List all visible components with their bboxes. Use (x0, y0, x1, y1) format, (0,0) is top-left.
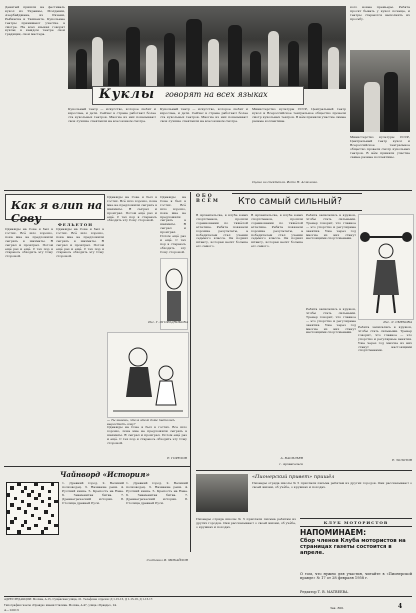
club-header: КЛУБ МОТОРИСТОВ (300, 518, 412, 527)
footer-order: Зак. 800. (330, 606, 345, 610)
crossword-author: Составил И. МИХАЙЛОВ (146, 558, 188, 562)
feuilleton-col-4: Однажды на Сове я был в гостях. Всё шло хорошо, пока мне не предложили сыграть в шахматы. Я сыграл и проиграл. Потом ещё раз и ещё. С тех пор я стараюсь обходить эту Сову стороной. (107, 426, 187, 445)
note-title: «Пионерский привет» пришёл (252, 474, 335, 480)
crossword-clues-2: 1. Древний город. 2. Великий полководец. 3. Название реки. 4. Русский князь. 5. Крепость на Неве. 6. Знаменитая битва. 7. Древнегреческий историк. 8. Столица древней Руси. (126, 482, 188, 505)
right-photo (350, 50, 410, 132)
intro-text: Девятый пришли на фестиваль кукол из Украины, Молдавии, Азербайджана, из Рязани, Рыбинска и Ташкента. Кукольные театры принимают участие в смотре. На всех языках говорят куклы; в каждом театре свои традиции, свои мастера. (5, 6, 65, 37)
right-col-author: Е. ЗОЛОТОВ (391, 458, 412, 462)
note-text: Пионеры отряда школы № 5 прислали письма ребятам из других городов. Они рассказывают о своей жизни, об учёбе, о кружках и походах. (252, 482, 412, 489)
feuilleton-cartoon (107, 332, 189, 418)
article-col-1: Кукольный театр — искусство, которое любят и взрослые, и дети. Сейчас в стране работают более ста кукольных театров. Многие из них показывают свои лучшие спектакли на всесоюзном смотре. (68, 108, 156, 123)
footer-code: А—12013 (4, 608, 19, 612)
feuilleton-col-2: Однажды на Сове я был в гостях. Всё шло хорошо, пока мне не предложили сыграть в шахматы. Я сыграл и проиграл. Потом ещё раз и ещё. С тех пор я стараюсь обходить эту Сову стороной. (56, 228, 104, 259)
right-col-2: Ребята записались в кружок, чтобы стать сильными. Тренер говорит, что главное — это упорство и регулярные занятия. Уже через год многие из них станут настоящими спортсменами. (306, 308, 356, 335)
article-title-banner (92, 86, 304, 105)
feuilleton-side-text: Однажды на Сове я был в гостях. Всё шло хорошо, пока мне не предложили сыграть в шахматы. Я сыграл и проиграл. Потом ещё раз и ещё. С тех пор я стараюсь обходить эту Сову стороной. (160, 196, 186, 254)
crossword-divider (4, 466, 190, 467)
right-col-caption: Рис. Л. СМЕХОВА (383, 320, 412, 324)
middle-kicker: ОБО ВСЁМ (196, 194, 220, 204)
page-number: 4 (398, 603, 403, 610)
photo-caption: Сцена из спектакля. Фото Н. Асмолова. (252, 180, 318, 184)
feuilleton-credit: Рис. Г. ОГОРОДНИКОВА (148, 320, 188, 324)
right-col-3: Ребята записались в кружок, чтобы стать сильными. Тренер говорит, что главное — это упорство и регулярные занятия. Уже через год многие из них станут настоящими спортсменами. (358, 326, 412, 353)
club-title: НАПОМИНАЕМ: (300, 528, 367, 537)
feuilleton-label: ФЕЛЬЕТОН (58, 222, 93, 227)
middle-col-1: В Архангельске, в клубе юных спортсменов, прошли соревнования по тяжёлой атлетике. Ребята показали хорошие результаты, а победителем стал ученик седьмого класса. Он поднял штангу, которая весит больше его самого. (196, 214, 248, 249)
right-top-text: кого новые премьеры. Ребята просят бывать у кукол почаще, и театры стараются выполнить их просьбу. (350, 6, 410, 21)
middle-title: Кто самый сильный? (238, 196, 343, 207)
article-col-3: Министерство культуры СССР, Центральный театр кукол и Всероссийское театральное общество провели смотр кукольных театров. В нём приняли участие самые разные коллективы. (252, 108, 346, 123)
section-divider (4, 190, 412, 191)
feuilleton-col-1: Однажды на Сове я был в гостях. Всё шло хорошо, пока мне не предложили сыграть в шахматы. Я сыграл и проиграл. Потом ещё раз и ещё. С тех пор я стараюсь обходить эту Сову стороной. (5, 228, 53, 259)
middle-author: А. ВАСИЛЬЕВ (280, 456, 303, 460)
title-word: Куклы (99, 87, 156, 102)
middle-title-box (232, 193, 362, 211)
right-col-top-more: Министерство культуры СССР, Центральный театр кукол и Всероссийское театральное общество провели смотр кукольных театров. В нём приняли участие самые разные коллективы. (350, 136, 410, 159)
mid-divider (196, 470, 412, 471)
article-col-2: Кукольный театр — искусство, которое любят и взрослые, и дети. Сейчас в стране работают более ста кукольных театров. Многие из них показывают свои лучшие спектакли на всесоюзном смотре. (160, 108, 248, 123)
footer-address: АДРЕС РЕДАКЦИИ: Москва, А-15, Сущёвская улица, 21. Телефоны отделов: Д 1-15-15, Д 1-15-16, Д 1-15-17. (4, 598, 154, 601)
footer-rule (4, 596, 412, 597)
editor: Редактор Т. В. МАТВЕЕВА. (300, 590, 349, 594)
footer-print: Типография газеты «Правда» имени Сталина. Москва, А-47, улица «Правды», 24. (4, 604, 117, 607)
bottom-col: Пионеры отряда школы № 5 прислали письма ребятам из других городов. Они рассказывают о своей жизни, об учёбе, о кружках и походах. (196, 518, 296, 529)
right-col-1: Ребята записались в кружок, чтобы стать сильными. Тренер говорит, что главное — это упорство и регулярные занятия. Уже через год многие из них станут настоящими спортсменами. (306, 214, 356, 241)
crossword-grid (6, 482, 59, 535)
cartoon-caption: — Ты знаешь, что в этом доме пытались вырастить сову? (107, 418, 175, 426)
puppet-photo (68, 6, 346, 89)
strongman-cartoon (358, 214, 414, 320)
crossword-clues-1: 1. Древний город. 2. Великий полководец. 3. Название реки. 4. Русский князь. 5. Крепость на Неве. 6. Знаменитая битва. 7. Древнегреческий историк. 8. Столица древней Руси. (62, 482, 124, 505)
title-rest: говорят на всех языках (165, 90, 268, 99)
crossword-title: Чайнворд «История» (60, 470, 150, 479)
middle-place: г. Архангельск (279, 462, 303, 466)
feuilleton-title: Как я влип на Сову (11, 199, 103, 225)
club-small: О том, что нужно для участия, читайте в «Пионерской правде» № 17 от 28 февраля 1958 г. (300, 572, 412, 581)
club-text: Сбор членов Клуба мотористов на страницах газеты состоится в апреле. (300, 538, 406, 557)
feuilleton-col-3: Однажды на Сове я был в гостях. Всё шло хорошо, пока мне не предложили сыграть в шахматы. Я сыграл и проиграл. Потом ещё раз и ещё. С тех пор я стараюсь обходить эту Сову стороной. (107, 196, 157, 223)
note-photo (196, 474, 248, 512)
column-rule (190, 192, 191, 552)
middle-col-2: В Архангельске, в клубе юных спортсменов, прошли соревнования по тяжёлой атлетике. Ребята показали хорошие результаты, а победителем стал ученик седьмого класса. Он поднял штангу, которая весит больше его самого. (251, 214, 303, 249)
feuilleton-author: Е. ГОРЕЛОВ (167, 456, 187, 460)
